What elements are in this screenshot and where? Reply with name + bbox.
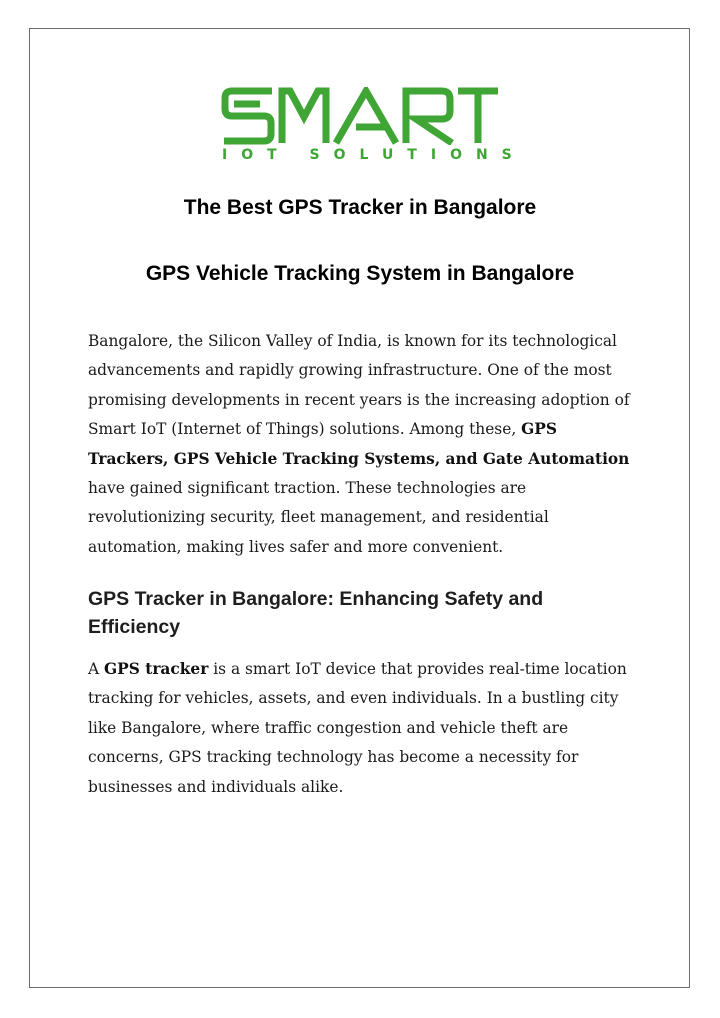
- intro-text-2: have gained significant traction. These technologies are revolutionizing security, fleet management, and residential automation, making lives safer and more convenient.: [88, 479, 549, 556]
- page-subtitle: GPS Vehicle Tracking System in Bangalore: [145, 262, 575, 285]
- section-heading: GPS Tracker in Bangalore: Enhancing Safety and Efficiency: [88, 588, 544, 638]
- section-text-2: is a smart IoT device that provides real-time location tracking for vehicles, assets, and even individuals. In a bustling city like Bangalore, where traffic congestion and vehicle theft are concerns, GPS tracking technology has become a necessity for businesses and individuals alike.: [88, 660, 627, 796]
- intro-paragraph: [88, 327, 638, 562]
- section-paragraph: [88, 655, 638, 802]
- logo-tagline: IOT SOLUTIONS: [222, 147, 526, 163]
- section-bold-1: GPS tracker: [104, 660, 209, 678]
- intro-text-1: Bangalore, the Silicon Valley of India, is known for its technological advancements and rapidly growing infrastructure. One of the most promising developments in recent years is the increasing adoption of Smart IoT (Internet of Things) solutions. Among these,: [88, 332, 630, 439]
- intro-bold-1: GPS Trackers, GPS Vehicle Tracking Systems, and Gate Automation: [88, 420, 630, 468]
- page-title: The Best GPS Tracker in Bangalore: [183, 196, 537, 219]
- smart-iot-logo: [220, 87, 526, 167]
- section-text-1: A: [88, 660, 105, 678]
- smart-logo-word: [220, 87, 500, 145]
